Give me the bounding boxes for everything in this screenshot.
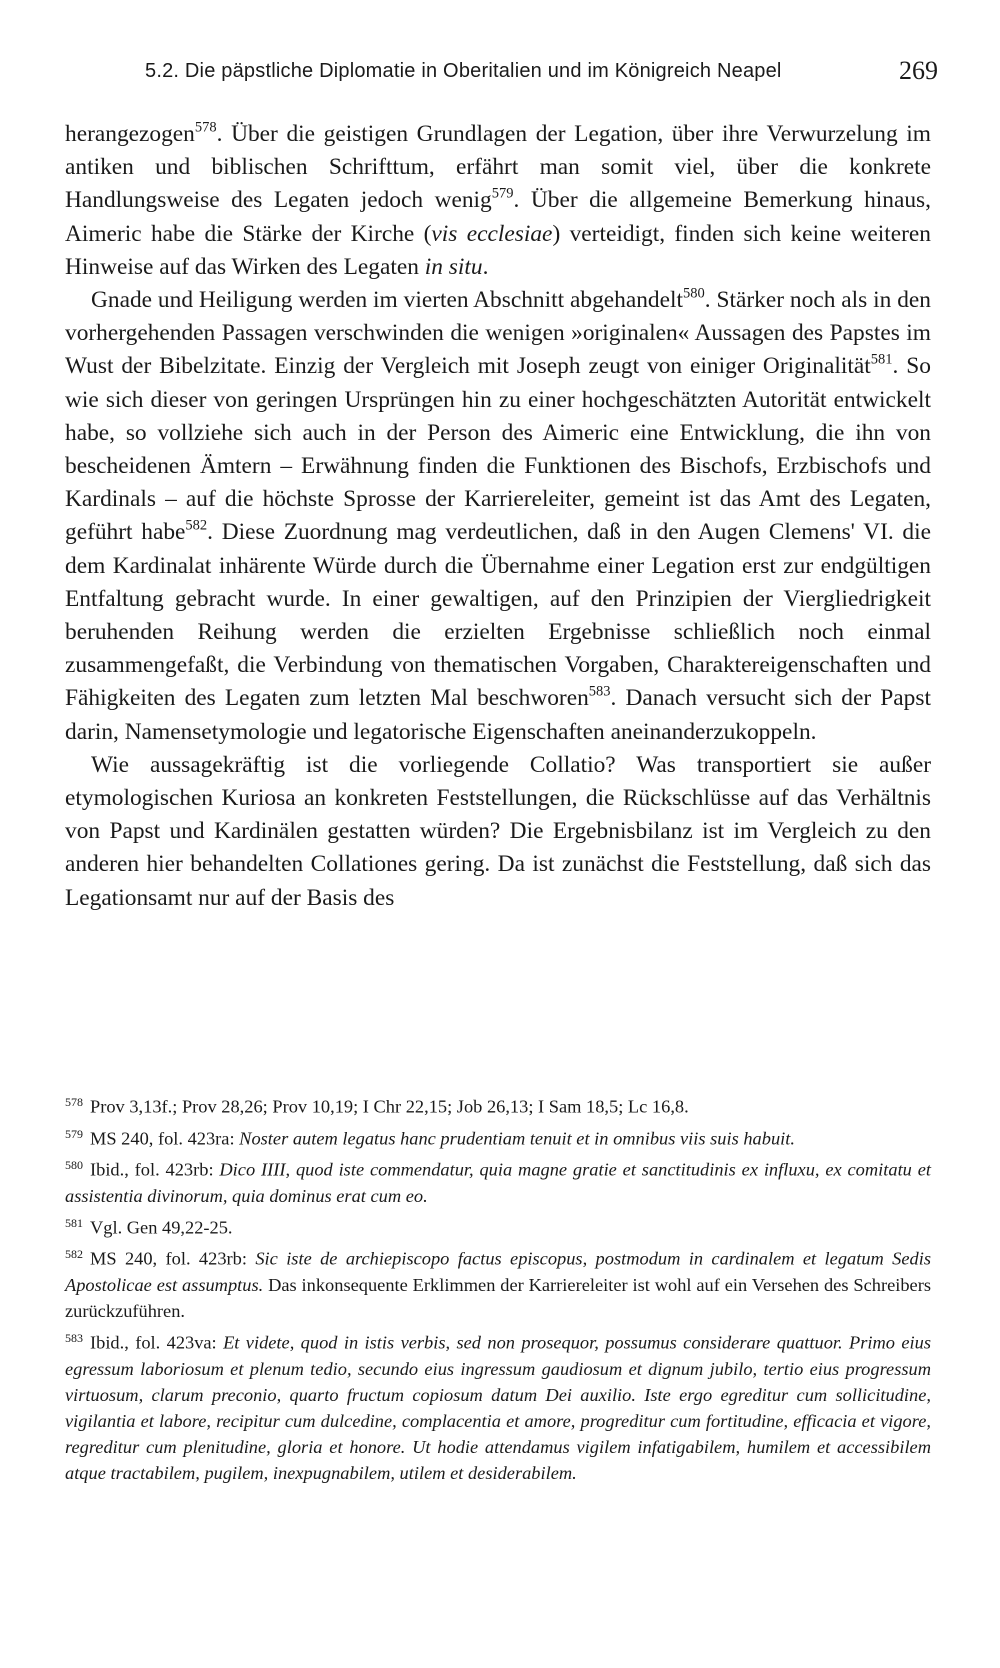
footnote-ref-578: 578 bbox=[194, 119, 217, 136]
footnote-text: Ibid., fol. 423va: bbox=[90, 1332, 224, 1353]
running-header bbox=[145, 56, 938, 92]
text-run: herangezogen bbox=[65, 121, 195, 147]
footnote-583 bbox=[65, 1325, 931, 1486]
footnote-text: MS 240, fol. 423rb: bbox=[90, 1248, 256, 1269]
italic-phrase: vis ecclesiae bbox=[431, 220, 553, 247]
footnote-582 bbox=[65, 1241, 931, 1324]
page-number: 269 bbox=[899, 56, 938, 85]
footnote-quote: Dico IIII, quod iste commendatur, quia magne gratie et sanctitudinis ex influxu, ex comitatu et assistentia divinorum, quia dominus erat cum eo. bbox=[65, 1159, 931, 1206]
footnote-quote: Noster autem legatus hanc prudentiam tenuit et in omnibus viis suis habuit. bbox=[239, 1128, 795, 1149]
footnote-number: 583 bbox=[65, 1330, 83, 1345]
text-run: . Danach versucht sich der Papst darin, Namensetymologie und legatorische Eigenschaften aneinanderzukoppeln. bbox=[65, 685, 931, 745]
paragraph-3 bbox=[65, 749, 931, 915]
text-run: . Diese Zuordnung mag verdeutlichen, daß in den Augen Clemens' VI. die dem Kardinalat inhärente Würde durch die Übernahme einer Legation erst zur endgültigen Entfaltung gebracht wurde. In einer gewaltigen, auf den Prinzipien der Viergliedrigkeit beruhenden Reihung werden die erzielten Ergebnisse schließlich noch einmal zusammengefaßt, die Verbindung von thematischen Vorgaben, Charaktereigenschaften und Fähigkeiten des Legaten zum letzten Mal beschworen bbox=[65, 519, 931, 712]
footnote-text: Vgl. Gen 49,22-25. bbox=[90, 1217, 233, 1238]
footnote-number: 582 bbox=[65, 1247, 83, 1262]
paragraph-1 bbox=[65, 118, 931, 284]
footnote-ref-579: 579 bbox=[491, 185, 514, 202]
footnotes bbox=[65, 1089, 931, 1487]
footnote-text: MS 240, fol. 423ra: bbox=[90, 1128, 240, 1149]
text-run: . So wie sich dieser von geringen Ursprüngen hin zu einer hochgeschätzten Autorität entwickelt habe, so vollziehe sich auch in der Person des Aimeric eine Entwicklung, die ihn von bescheidenen Ämtern – Erwähnung finden die Funktionen des Bischofs, Erzbischofs und Kardinals – auf die höchste Sprosse der Karriereleiter, gemeint ist das Amt des Legaten, geführt habe bbox=[65, 353, 931, 546]
footnote-ref-583: 583 bbox=[588, 684, 611, 701]
footnote-578 bbox=[65, 1089, 931, 1120]
footnote-quote: Et videte, quod in istis verbis, sed non prosequor, possumus considerare quattuor. Primo eius egressum laboriosum et plenum tedio, secundo eius ingressum gaudiosum et dignum jubilo, tertio eius progressum virtuosum, clarum preconio, quarto fructum copiosum datum Dei auxilio. Iste ergo egreditur cum sollicitudine, vigilantia et labore, recipitur cum dulcedine, complacentia et amore, progreditur cum fortitudine, efficacia et vigore, regreditur cum plenitudine, gloria et honore. Ut hodie attendamus vigilem infatigabilem, humilem et accessibilem atque tractabilem, pugilem, inexpugnabilem, utilem et desiderabilem. bbox=[65, 1332, 931, 1483]
footnote-text: Prov 3,13f.; Prov 28,26; Prov 10,19; I Chr 22,15; Job 26,13; I Sam 18,5; Lc 16,8. bbox=[90, 1096, 689, 1117]
running-title: 5.2. Die päpstliche Diplomatie in Oberitalien und im Königreich Neapel bbox=[145, 60, 782, 82]
text-run: . Stärker noch als in den vorhergehenden Passagen verschwinden die wenigen »originalen« Aussagen des Papstes im Wust der Bibelzitate. Einzig der Vergleich mit Joseph zeugt von einiger Originalität bbox=[65, 287, 931, 380]
footnote-ref-580: 580 bbox=[683, 285, 705, 302]
footnote-580 bbox=[65, 1152, 931, 1209]
footnote-ref-581: 581 bbox=[870, 352, 893, 368]
footnote-text: Das inkonsequente Erklimmen der Karriereleiter ist wohl auf ein Versehen des Schreibers zurückzuführen. bbox=[65, 1274, 931, 1321]
footnote-581 bbox=[65, 1210, 931, 1241]
text-run: . Über die allgemeine Bemerkung hinaus, Aimeric habe die Stärke der Kirche ( bbox=[65, 187, 931, 247]
footnote-number: 579 bbox=[65, 1126, 83, 1141]
text-run: . bbox=[482, 253, 489, 280]
footnote-number: 581 bbox=[65, 1215, 83, 1230]
text-run: ) verteidigt, finden sich keine weiteren Hinweise auf das Wirken des Legaten bbox=[65, 220, 931, 280]
paragraph-2 bbox=[65, 284, 931, 749]
footnote-579 bbox=[65, 1121, 931, 1152]
text-run: . Über die geistigen Grundlagen der Legation, über ihre Verwurzelung im antiken und biblischen Schrifttum, erfährt man somit viel, über die konkrete Handlungsweise des Legaten jedoch wenig bbox=[65, 121, 931, 214]
italic-phrase: in situ bbox=[424, 253, 483, 280]
footnote-ref-582: 582 bbox=[185, 518, 208, 535]
text-run: Gnade und Heiligung werden im vierten Abschnitt abgehandelt bbox=[91, 287, 684, 314]
footnote-quote: Sic iste de archiepiscopo factus episcopus, postmodum in cardinalem et legatum Sedis Apostolicae est assumptus. bbox=[65, 1248, 931, 1295]
footnote-number: 578 bbox=[65, 1095, 83, 1109]
main-text bbox=[65, 118, 931, 915]
footnote-text: Ibid., fol. 423rb: bbox=[90, 1159, 220, 1180]
footnote-number: 580 bbox=[65, 1158, 83, 1173]
text-run: Wie aussagekräftig ist die vorliegende Collatio? Was transportiert sie außer etymologischen Kuriosa an konkreten Feststellungen, die Rückschlüsse auf das Verhältnis von Papst und Kardinälen gestatten würden? Die Ergebnisbilanz ist im Vergleich zu den anderen hier behandelten Collationes gering. Da ist zunächst die Feststellung, daß sich das Legationsamt nur auf der Basis des bbox=[65, 751, 931, 911]
